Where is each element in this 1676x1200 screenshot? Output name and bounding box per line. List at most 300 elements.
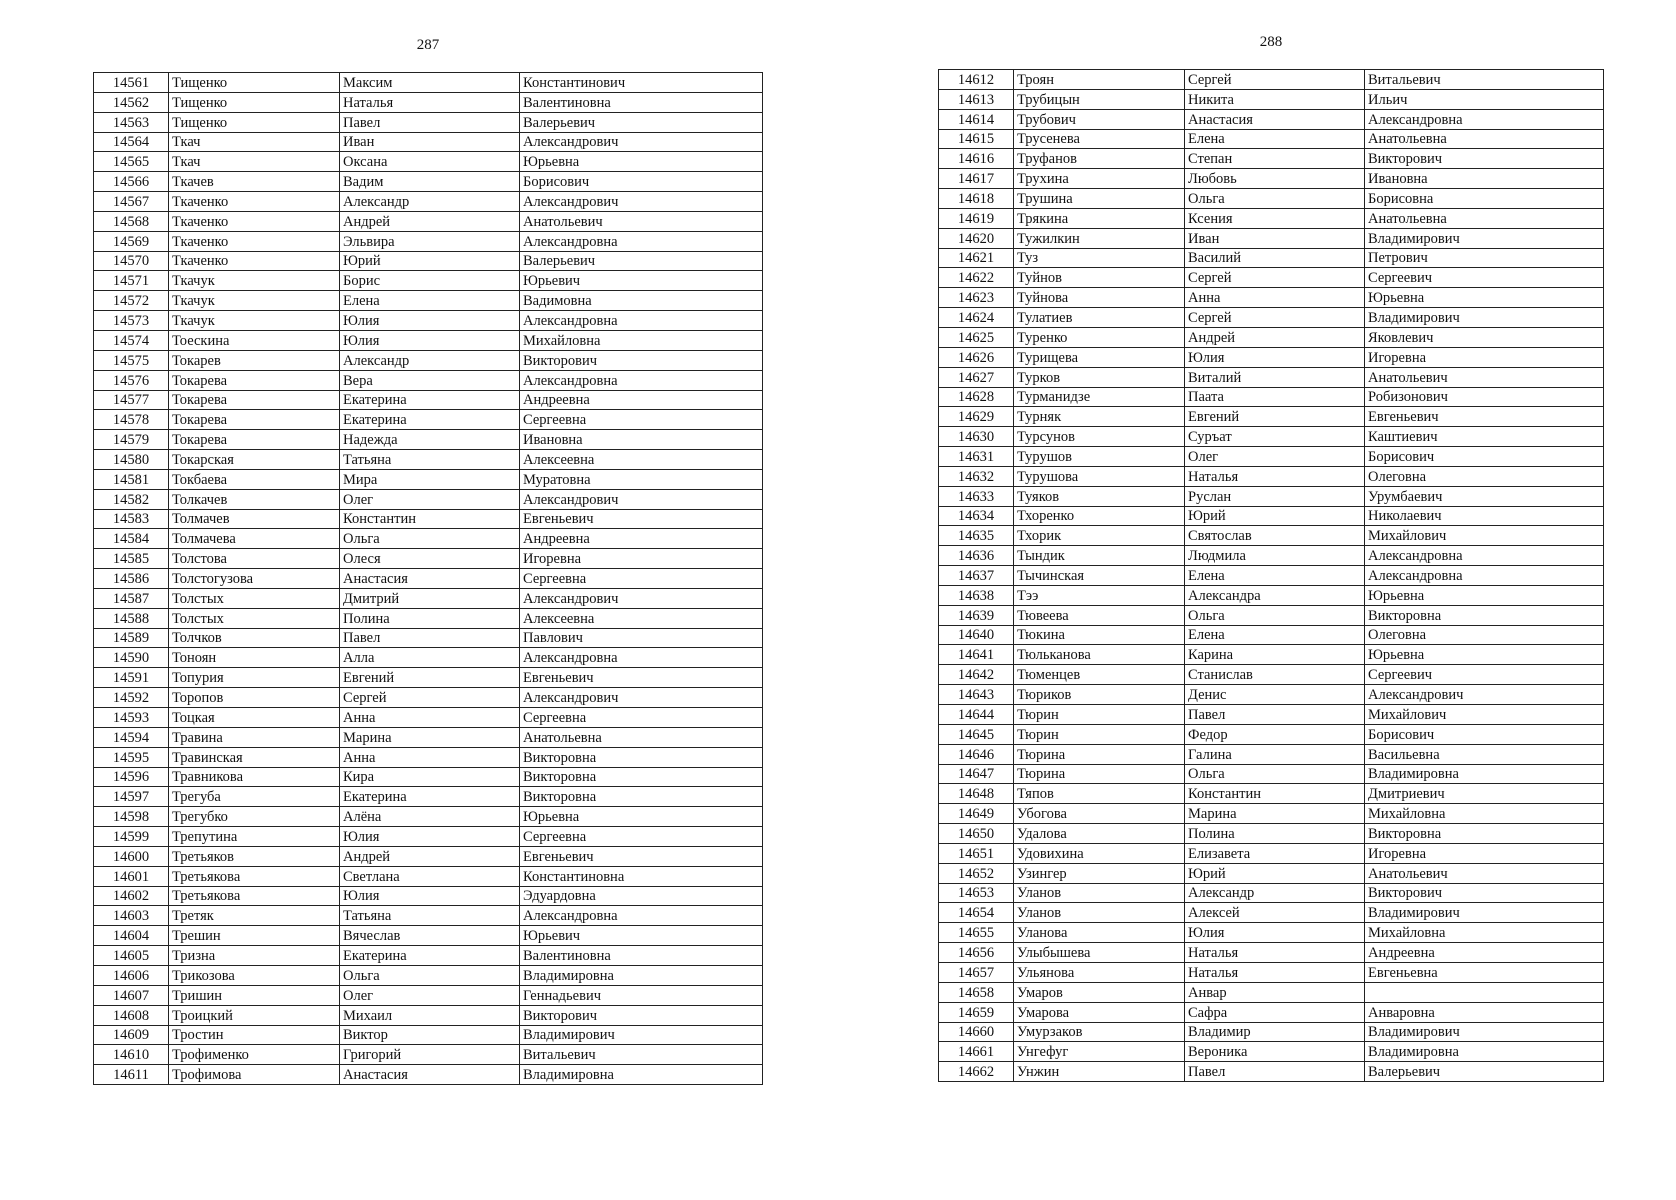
given-name-cell: Руслан [1185, 486, 1365, 506]
patronymic-cell: Анатольевна [520, 727, 763, 747]
surname-cell: Туренко [1014, 327, 1185, 347]
patronymic-cell: Витальевич [1365, 70, 1604, 90]
patronymic-cell: Каштиевич [1365, 427, 1604, 447]
patronymic-cell: Евгеньевич [520, 509, 763, 529]
record-number-cell: 14607 [94, 985, 169, 1005]
record-number-cell: 14626 [939, 347, 1014, 367]
patronymic-cell: Яковлевич [1365, 327, 1604, 347]
surname-cell: Толмачева [169, 529, 340, 549]
surname-cell: Умурзаков [1014, 1022, 1185, 1042]
record-number-cell: 14617 [939, 169, 1014, 189]
given-name-cell: Сафра [1185, 1002, 1365, 1022]
surname-cell: Ткач [169, 132, 340, 152]
surname-cell: Ткаченко [169, 251, 340, 271]
given-name-cell: Екатерина [340, 946, 520, 966]
table-row [939, 129, 1604, 149]
patronymic-cell: Урумбаевич [1365, 486, 1604, 506]
record-number-cell: 14612 [939, 70, 1014, 90]
table-row [94, 608, 763, 628]
record-number-cell: 14613 [939, 89, 1014, 109]
surname-cell: Ткаченко [169, 192, 340, 212]
table-row [939, 824, 1604, 844]
patronymic-cell: Андреевна [520, 529, 763, 549]
record-number-cell: 14625 [939, 327, 1014, 347]
patronymic-cell: Викторовна [520, 787, 763, 807]
table-row [939, 744, 1604, 764]
patronymic-cell: Владимирович [1365, 1022, 1604, 1042]
patronymic-cell: Александровна [1365, 546, 1604, 566]
surname-cell: Ткаченко [169, 231, 340, 251]
surname-cell: Тычинская [1014, 566, 1185, 586]
record-number-cell: 14576 [94, 370, 169, 390]
given-name-cell: Юлия [340, 311, 520, 331]
patronymic-cell: Юрьевна [520, 152, 763, 172]
record-number-cell: 14571 [94, 271, 169, 291]
table-row [94, 192, 763, 212]
surname-cell: Уланов [1014, 903, 1185, 923]
table-row [94, 489, 763, 509]
given-name-cell: Светлана [340, 866, 520, 886]
table-row [939, 288, 1604, 308]
record-number-cell: 14602 [94, 886, 169, 906]
surname-cell: Турушов [1014, 447, 1185, 467]
surname-cell: Унгефуг [1014, 1042, 1185, 1062]
surname-cell: Ткачук [169, 311, 340, 331]
given-name-cell: Федор [1185, 724, 1365, 744]
patronymic-cell: Михайлович [1365, 705, 1604, 725]
table-row [939, 427, 1604, 447]
record-number-cell: 14622 [939, 268, 1014, 288]
given-name-cell: Александра [1185, 585, 1365, 605]
surname-cell: Умарова [1014, 1002, 1185, 1022]
given-name-cell: Ольга [340, 965, 520, 985]
table-row [94, 688, 763, 708]
surname-cell: Торопов [169, 688, 340, 708]
record-number-cell: 14562 [94, 92, 169, 112]
record-number-cell: 14653 [939, 883, 1014, 903]
table-row [939, 89, 1604, 109]
table-row [939, 189, 1604, 209]
surname-cell: Трубович [1014, 109, 1185, 129]
surname-cell: Тюрин [1014, 705, 1185, 725]
table-row [94, 946, 763, 966]
record-number-cell: 14574 [94, 330, 169, 350]
record-number-cell: 14661 [939, 1042, 1014, 1062]
patronymic-cell: Викторовна [520, 747, 763, 767]
given-name-cell: Юлия [340, 886, 520, 906]
record-number-cell: 14572 [94, 291, 169, 311]
record-number-cell: 14659 [939, 1002, 1014, 1022]
patronymic-cell [1365, 982, 1604, 1002]
record-number-cell: 14568 [94, 211, 169, 231]
patronymic-cell: Валерьевич [520, 112, 763, 132]
given-name-cell: Михаил [340, 1005, 520, 1025]
table-row [939, 526, 1604, 546]
table-row [94, 827, 763, 847]
surname-cell: Ткачев [169, 172, 340, 192]
given-name-cell: Анвар [1185, 982, 1365, 1002]
patronymic-cell: Александрович [1365, 685, 1604, 705]
surname-cell: Трегубко [169, 807, 340, 827]
record-number-cell: 14561 [94, 73, 169, 93]
table-row [939, 764, 1604, 784]
table-row [939, 605, 1604, 625]
given-name-cell: Святослав [1185, 526, 1365, 546]
record-number-cell: 14629 [939, 407, 1014, 427]
patronymic-cell: Валерьевич [1365, 1062, 1604, 1082]
table-row [94, 172, 763, 192]
record-number-cell: 14577 [94, 390, 169, 410]
patronymic-cell: Сергеевна [520, 569, 763, 589]
table-row [939, 70, 1604, 90]
patronymic-cell: Игоревна [520, 549, 763, 569]
record-number-cell: 14644 [939, 705, 1014, 725]
patronymic-cell: Владимирович [1365, 228, 1604, 248]
table-row [94, 965, 763, 985]
table-row [94, 271, 763, 291]
table-row [939, 883, 1604, 903]
table-row [939, 506, 1604, 526]
patronymic-cell: Александровна [520, 311, 763, 331]
patronymic-cell: Владимирович [520, 1025, 763, 1045]
record-number-cell: 14570 [94, 251, 169, 271]
record-number-cell: 14628 [939, 387, 1014, 407]
table-row [94, 350, 763, 370]
record-number-cell: 14606 [94, 965, 169, 985]
surname-cell: Туйнов [1014, 268, 1185, 288]
patronymic-cell: Александровна [1365, 566, 1604, 586]
table-row [939, 1042, 1604, 1062]
patronymic-cell: Вадимовна [520, 291, 763, 311]
patronymic-cell: Анатольевич [1365, 863, 1604, 883]
given-name-cell: Анастасия [340, 569, 520, 589]
surname-cell: Троян [1014, 70, 1185, 90]
table-row [94, 112, 763, 132]
patronymic-cell: Евгеньевна [1365, 962, 1604, 982]
surname-cell: Тюрина [1014, 764, 1185, 784]
patronymic-cell: Викторовна [520, 767, 763, 787]
table-row [939, 784, 1604, 804]
table-row [94, 251, 763, 271]
patronymic-cell: Сергеевна [520, 827, 763, 847]
surname-cell: Травина [169, 727, 340, 747]
record-number-cell: 14583 [94, 509, 169, 529]
patronymic-cell: Владимировна [1365, 764, 1604, 784]
table-row [94, 529, 763, 549]
given-name-cell: Олег [1185, 447, 1365, 467]
table-row [94, 231, 763, 251]
record-number-cell: 14611 [94, 1065, 169, 1085]
record-number-cell: 14589 [94, 628, 169, 648]
surname-cell: Троицкий [169, 1005, 340, 1025]
patronymic-cell: Викторович [520, 350, 763, 370]
record-number-cell: 14600 [94, 846, 169, 866]
given-name-cell: Наталья [340, 92, 520, 112]
table-row [94, 549, 763, 569]
patronymic-cell: Ивановна [1365, 169, 1604, 189]
table-row [94, 152, 763, 172]
given-name-cell: Кира [340, 767, 520, 787]
surname-cell: Трубицын [1014, 89, 1185, 109]
given-name-cell: Елена [1185, 566, 1365, 586]
table-row [939, 466, 1604, 486]
table-row [939, 1022, 1604, 1042]
patronymic-cell: Александровна [1365, 109, 1604, 129]
given-name-cell: Екатерина [340, 410, 520, 430]
patronymic-cell: Александровна [520, 906, 763, 926]
patronymic-cell: Константиновна [520, 866, 763, 886]
surname-cell: Трикозова [169, 965, 340, 985]
table-row [94, 469, 763, 489]
surname-cell: Тяпов [1014, 784, 1185, 804]
surname-cell: Тээ [1014, 585, 1185, 605]
table-row [939, 169, 1604, 189]
record-number-cell: 14636 [939, 546, 1014, 566]
surname-cell: Тоцкая [169, 708, 340, 728]
table-row [939, 1002, 1604, 1022]
given-name-cell: Алла [340, 648, 520, 668]
table-row [939, 625, 1604, 645]
table-row [939, 407, 1604, 427]
patronymic-cell: Евгеньевич [1365, 407, 1604, 427]
table-row [94, 569, 763, 589]
surname-cell: Третьякова [169, 886, 340, 906]
surname-cell: Третьякова [169, 866, 340, 886]
table-row [939, 486, 1604, 506]
given-name-cell: Анастасия [340, 1065, 520, 1085]
patronymic-cell: Константинович [520, 73, 763, 93]
patronymic-cell: Юрьевна [1365, 288, 1604, 308]
surname-cell: Туяков [1014, 486, 1185, 506]
record-number-cell: 14648 [939, 784, 1014, 804]
given-name-cell: Денис [1185, 685, 1365, 705]
given-name-cell: Олеся [340, 549, 520, 569]
table-row [94, 926, 763, 946]
record-number-cell: 14623 [939, 288, 1014, 308]
given-name-cell: Ольга [1185, 605, 1365, 625]
patronymic-cell: Анваровна [1365, 1002, 1604, 1022]
given-name-cell: Василий [1185, 248, 1365, 268]
record-number-cell: 14615 [939, 129, 1014, 149]
patronymic-cell: Александровна [520, 370, 763, 390]
given-name-cell: Мира [340, 469, 520, 489]
patronymic-cell: Владимирович [1365, 308, 1604, 328]
given-name-cell: Никита [1185, 89, 1365, 109]
table-row [939, 843, 1604, 863]
table-row [94, 410, 763, 430]
patronymic-cell: Сергеевна [520, 410, 763, 430]
table-row [939, 724, 1604, 744]
patronymic-cell: Михайловна [1365, 804, 1604, 824]
record-number-cell: 14593 [94, 708, 169, 728]
patronymic-cell: Сергеевна [520, 708, 763, 728]
surname-cell: Толстых [169, 588, 340, 608]
patronymic-cell: Анатольевна [1365, 129, 1604, 149]
record-number-cell: 14599 [94, 827, 169, 847]
given-name-cell: Паата [1185, 387, 1365, 407]
given-name-cell: Юлия [340, 330, 520, 350]
patronymic-cell: Витальевич [520, 1045, 763, 1065]
table-row [939, 367, 1604, 387]
surname-cell: Токарева [169, 410, 340, 430]
record-number-cell: 14639 [939, 605, 1014, 625]
given-name-cell: Татьяна [340, 906, 520, 926]
table-row [94, 132, 763, 152]
roster-table-left [93, 72, 763, 1085]
record-number-cell: 14646 [939, 744, 1014, 764]
given-name-cell: Вера [340, 370, 520, 390]
surname-cell: Толмачев [169, 509, 340, 529]
record-number-cell: 14588 [94, 608, 169, 628]
given-name-cell: Екатерина [340, 787, 520, 807]
given-name-cell: Юлия [1185, 347, 1365, 367]
table-row [94, 648, 763, 668]
record-number-cell: 14567 [94, 192, 169, 212]
given-name-cell: Татьяна [340, 450, 520, 470]
table-row [939, 585, 1604, 605]
surname-cell: Турищева [1014, 347, 1185, 367]
given-name-cell: Алексей [1185, 903, 1365, 923]
patronymic-cell: Эдуардовна [520, 886, 763, 906]
record-number-cell: 14634 [939, 506, 1014, 526]
patronymic-cell: Викторович [1365, 149, 1604, 169]
record-number-cell: 14580 [94, 450, 169, 470]
table-row [94, 1025, 763, 1045]
table-row [939, 962, 1604, 982]
given-name-cell: Константин [1185, 784, 1365, 804]
surname-cell: Тищенко [169, 73, 340, 93]
table-row [939, 863, 1604, 883]
record-number-cell: 14651 [939, 843, 1014, 863]
surname-cell: Тризна [169, 946, 340, 966]
record-number-cell: 14633 [939, 486, 1014, 506]
table-row [94, 92, 763, 112]
given-name-cell: Владимир [1185, 1022, 1365, 1042]
given-name-cell: Елена [340, 291, 520, 311]
given-name-cell: Павел [1185, 705, 1365, 725]
surname-cell: Тюльканова [1014, 645, 1185, 665]
table-row [94, 330, 763, 350]
given-name-cell: Надежда [340, 430, 520, 450]
surname-cell: Уланова [1014, 923, 1185, 943]
surname-cell: Токарева [169, 370, 340, 390]
surname-cell: Третяк [169, 906, 340, 926]
given-name-cell: Александр [340, 192, 520, 212]
surname-cell: Ткаченко [169, 211, 340, 231]
patronymic-cell: Владимировна [1365, 1042, 1604, 1062]
surname-cell: Тюрина [1014, 744, 1185, 764]
given-name-cell: Андрей [1185, 327, 1365, 347]
surname-cell: Трофименко [169, 1045, 340, 1065]
record-number-cell: 14591 [94, 668, 169, 688]
patronymic-cell: Андреевна [520, 390, 763, 410]
table-row [939, 447, 1604, 467]
given-name-cell: Анастасия [1185, 109, 1365, 129]
record-number-cell: 14592 [94, 688, 169, 708]
surname-cell: Толстых [169, 608, 340, 628]
record-number-cell: 14655 [939, 923, 1014, 943]
table-row [94, 291, 763, 311]
given-name-cell: Алёна [340, 807, 520, 827]
patronymic-cell: Борисович [520, 172, 763, 192]
table-row [939, 208, 1604, 228]
patronymic-cell: Владимирович [1365, 903, 1604, 923]
record-number-cell: 14582 [94, 489, 169, 509]
surname-cell: Турманидзе [1014, 387, 1185, 407]
table-row [94, 807, 763, 827]
patronymic-cell: Дмитриевич [1365, 784, 1604, 804]
patronymic-cell: Олеговна [1365, 466, 1604, 486]
given-name-cell: Григорий [340, 1045, 520, 1065]
given-name-cell: Анна [340, 747, 520, 767]
surname-cell: Умаров [1014, 982, 1185, 1002]
record-number-cell: 14641 [939, 645, 1014, 665]
given-name-cell: Станислав [1185, 665, 1365, 685]
table-row [939, 982, 1604, 1002]
patronymic-cell: Михайловна [1365, 923, 1604, 943]
given-name-cell: Анна [1185, 288, 1365, 308]
given-name-cell: Елена [1185, 625, 1365, 645]
table-row [94, 370, 763, 390]
given-name-cell: Ольга [1185, 764, 1365, 784]
record-number-cell: 14590 [94, 648, 169, 668]
patronymic-cell: Анатольевна [1365, 208, 1604, 228]
surname-cell: Туз [1014, 248, 1185, 268]
table-row [94, 588, 763, 608]
surname-cell: Толстогузова [169, 569, 340, 589]
surname-cell: Толчков [169, 628, 340, 648]
record-number-cell: 14624 [939, 308, 1014, 328]
given-name-cell: Наталья [1185, 466, 1365, 486]
table-row [94, 846, 763, 866]
surname-cell: Улыбышева [1014, 943, 1185, 963]
table-row [939, 705, 1604, 725]
surname-cell: Туйнова [1014, 288, 1185, 308]
patronymic-cell: Муратовна [520, 469, 763, 489]
record-number-cell: 14645 [939, 724, 1014, 744]
given-name-cell: Иван [340, 132, 520, 152]
given-name-cell: Александр [340, 350, 520, 370]
surname-cell: Тюрин [1014, 724, 1185, 744]
surname-cell: Травникова [169, 767, 340, 787]
patronymic-cell: Александрович [520, 132, 763, 152]
patronymic-cell: Юрьевич [520, 926, 763, 946]
given-name-cell: Евгений [340, 668, 520, 688]
surname-cell: Третьяков [169, 846, 340, 866]
given-name-cell: Оксана [340, 152, 520, 172]
record-number-cell: 14640 [939, 625, 1014, 645]
surname-cell: Турушова [1014, 466, 1185, 486]
given-name-cell: Степан [1185, 149, 1365, 169]
record-number-cell: 14627 [939, 367, 1014, 387]
record-number-cell: 14585 [94, 549, 169, 569]
table-row [939, 546, 1604, 566]
given-name-cell: Людмила [1185, 546, 1365, 566]
surname-cell: Токарская [169, 450, 340, 470]
table-row [94, 390, 763, 410]
surname-cell: Толстова [169, 549, 340, 569]
patronymic-cell: Михайловна [520, 330, 763, 350]
record-number-cell: 14597 [94, 787, 169, 807]
surname-cell: Тюкина [1014, 625, 1185, 645]
patronymic-cell: Васильевна [1365, 744, 1604, 764]
patronymic-cell: Викторовна [1365, 605, 1604, 625]
record-number-cell: 14614 [939, 109, 1014, 129]
patronymic-cell: Юрьевна [1365, 585, 1604, 605]
patronymic-cell: Олеговна [1365, 625, 1604, 645]
given-name-cell: Екатерина [340, 390, 520, 410]
patronymic-cell: Евгеньевич [520, 846, 763, 866]
